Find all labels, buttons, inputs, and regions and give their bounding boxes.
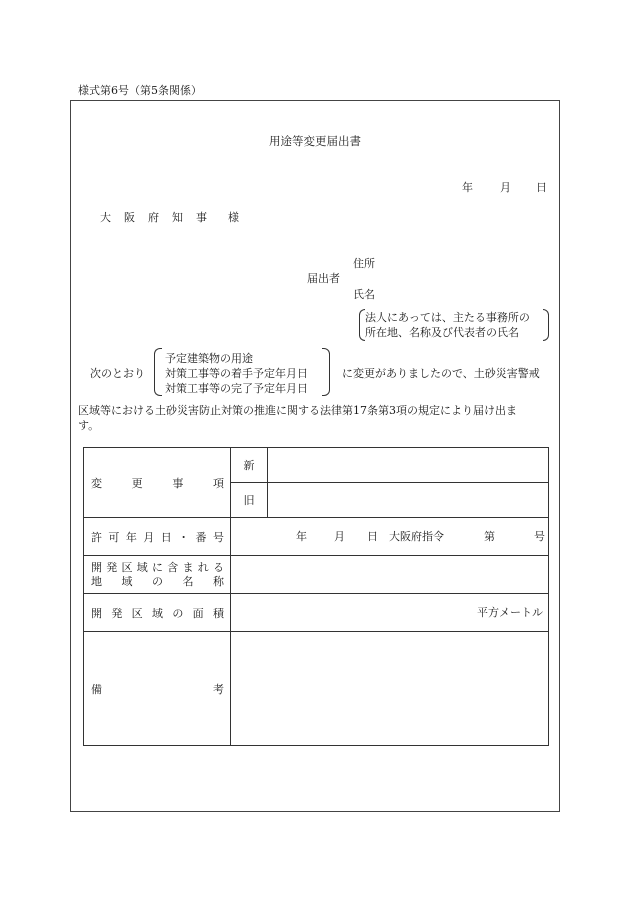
- body-tail: に変更がありましたので、土砂災害警戒: [342, 367, 540, 380]
- new-value-field[interactable]: [268, 448, 549, 483]
- items-left-bracket: [154, 348, 162, 396]
- change-item-end-date: 対策工事等の完了予定年月日: [165, 382, 308, 395]
- table-row-permit: [84, 518, 549, 556]
- date-year: 年: [462, 181, 473, 194]
- submitter-label: 届出者: [307, 272, 340, 285]
- corp-note-right-bracket: [543, 309, 549, 341]
- table-row-area-size: [84, 594, 549, 632]
- submitter-address-label: 住所: [353, 257, 375, 270]
- area-name-label-cell: [84, 556, 231, 594]
- table-row-area-name: [84, 556, 549, 594]
- area-size-label-cell: [84, 594, 231, 632]
- date-day: 日: [536, 181, 547, 194]
- corp-note-line-2: 所在地、名称及び代表者の氏名: [365, 326, 519, 339]
- area-unit: 平方メートル: [477, 606, 543, 619]
- change-item-use: 予定建築物の用途: [165, 352, 253, 365]
- change-items-label-cell: [84, 448, 231, 518]
- area-name-label: 開 発 区 域 に 含 ま れ る 地 域 の 名 称: [91, 560, 224, 588]
- remarks-label-cell: [84, 632, 231, 746]
- submitter-name-label: 氏名: [353, 288, 375, 301]
- change-item-start-date: 対策工事等の着手予定年月日: [165, 367, 308, 380]
- document-title: 用途等変更届出書: [269, 134, 361, 148]
- old-value-field[interactable]: [268, 483, 549, 518]
- new-label: 新: [231, 448, 268, 483]
- area-name-value-field[interactable]: [231, 556, 549, 594]
- permit-label-cell: [84, 518, 231, 556]
- permit-label: 許 可 年 月 日 ・ 番 号: [91, 530, 224, 544]
- addressee: 大 阪 府 知 事 様: [100, 211, 239, 224]
- area-size-label: 開 発 区 域 の 面 積: [91, 606, 224, 620]
- items-right-bracket: [322, 348, 330, 396]
- body-lead: 次のとおり: [90, 367, 145, 380]
- form-reference: 様式第6号（第5条関係）: [78, 84, 202, 97]
- date-line: [0, 182, 630, 194]
- table-row-remarks: [84, 632, 549, 746]
- remarks-value-field[interactable]: [231, 632, 549, 746]
- old-label: 旧: [231, 483, 268, 518]
- body-line-2: 区域等における土砂災害防止対策の推進に関する法律第17条第3項の規定により届け出ま: [78, 404, 517, 417]
- date-month: 月: [500, 181, 511, 194]
- remarks-label: 備 考: [91, 682, 224, 696]
- change-items-label: 変 更 事 項: [91, 476, 224, 490]
- body-line-3: す。: [78, 419, 100, 432]
- area-size-value-field[interactable]: [231, 594, 549, 632]
- table-row-change-new: [84, 448, 549, 483]
- permit-value-field[interactable]: 年 月 日 大阪府指令 第 号: [231, 518, 549, 556]
- corp-note-line-1: 法人にあっては、主たる事務所の: [365, 311, 530, 324]
- change-form-table: [83, 447, 549, 746]
